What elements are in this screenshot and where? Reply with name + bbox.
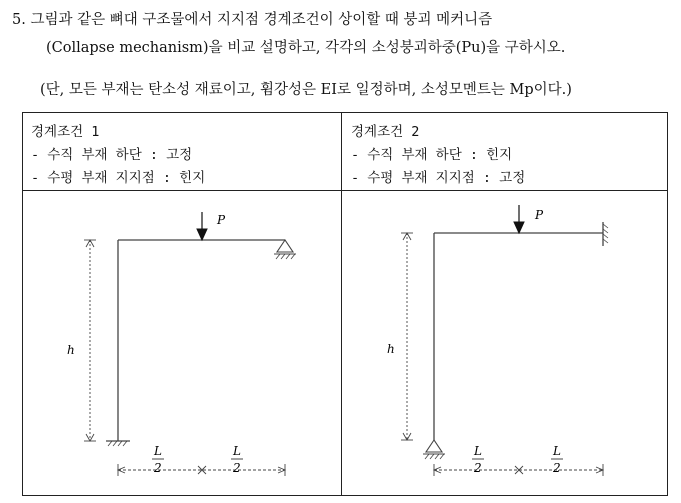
problem-line-2: (Collapse mechanism)을 비교 설명하고, 각각의 소성붕괴하중(Pu)을 구하시오.	[46, 40, 566, 56]
frame-1-span-2-den: 2	[233, 461, 241, 475]
frame-2-fixed-hatch	[603, 224, 608, 243]
condition-2-line-1: - 수직 부재 하단 : 힌지	[351, 147, 513, 163]
frame-2-span-1-den: 2	[474, 461, 482, 475]
frame-2-height-label: h	[387, 342, 395, 356]
condition-2-line-2: - 수평 부재 지지점 : 고정	[351, 170, 526, 186]
problem-line-1: 5. 그림과 같은 뼈대 구조물에서 지지점 경계조건이 상이할 때 붕괴 메커니즘	[12, 12, 493, 28]
condition-1-line-2: - 수평 부재 지지점 : 힌지	[31, 170, 206, 186]
frame-2-load-label: P	[535, 208, 544, 222]
frame-1-fixed-hatch	[108, 441, 127, 446]
frame-2-span-2-den: 2	[553, 461, 561, 475]
frame-1-pin-support	[277, 240, 293, 252]
frame-1-span-1-num: L	[154, 444, 162, 458]
frame-1-span-2-num: L	[233, 444, 241, 458]
problem-line-3: (단, 모든 부재는 탄소성 재료이고, 휨강성은 EI로 일정하며, 소성모멘트는 Mp이다.)	[40, 82, 572, 98]
frame-1	[84, 212, 296, 476]
frame-1-load-label: P	[217, 213, 226, 227]
frame-1-span-1-den: 2	[154, 461, 162, 475]
condition-1-line-1: - 수직 부재 하단 : 고정	[31, 147, 193, 163]
frame-2-span-1-num: L	[474, 444, 482, 458]
condition-2-title: 경계조건 2	[351, 124, 420, 140]
frame-1-height-label: h	[67, 343, 75, 357]
frame-2	[401, 205, 608, 476]
frame-2-span-2-num: L	[553, 444, 561, 458]
frame-2-pin-support	[426, 440, 442, 452]
condition-1-title: 경계조건 1	[31, 124, 100, 140]
